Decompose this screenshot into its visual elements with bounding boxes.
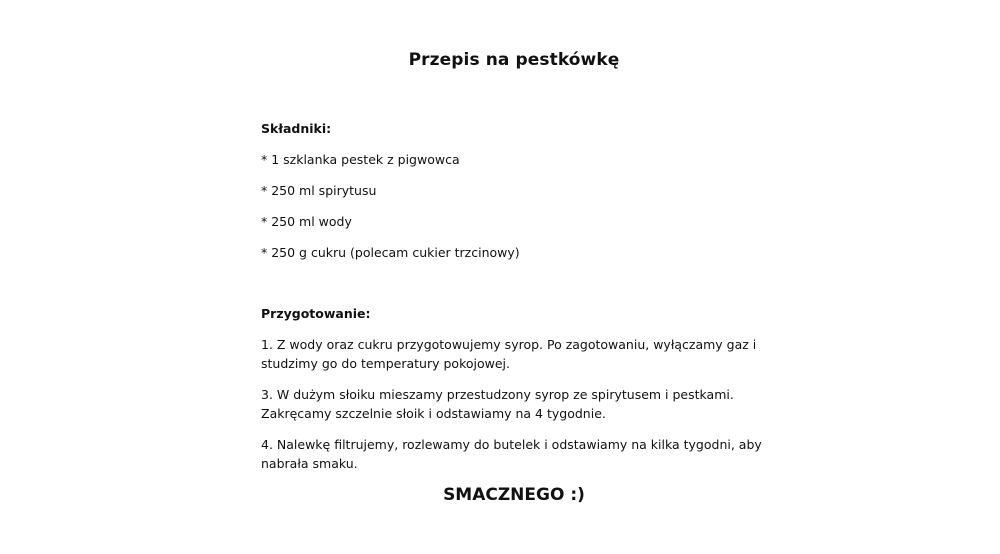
preparation-steps xyxy=(261,335,781,473)
preparation-step: 3. W dużym słoiku mieszamy przestudzony syrop ze spirytusem i pestkami. Zakręcamy szczelnie słoik i odstawiamy na 4 tygodnie. xyxy=(261,387,734,421)
ingredients-heading: Składniki: xyxy=(261,121,332,136)
ingredient-item: * 250 ml wody xyxy=(261,214,352,229)
closing-text: SMACZNEGO :) xyxy=(443,485,585,505)
recipe-body xyxy=(261,119,781,473)
ingredient-item: * 250 ml spirytusu xyxy=(261,183,377,198)
recipe-title: Przepis na pestkówkę xyxy=(408,50,620,70)
ingredients-list xyxy=(261,150,781,262)
ingredient-item: * 250 g cukru (polecam cukier trzcinowy) xyxy=(261,245,520,260)
preparation-step: 1. Z wody oraz cukru przygotowujemy syrop. Po zagotowaniu, wyłączamy gaz i studzimy go do temperatury pokojowej. xyxy=(261,337,757,371)
ingredient-item: * 1 szklanka pestek z pigwowca xyxy=(261,152,460,167)
preparation-heading: Przygotowanie: xyxy=(261,306,371,321)
preparation-step: 4. Nalewkę filtrujemy, rozlewamy do butelek i odstawiamy na kilka tygodni, aby nabrała smaku. xyxy=(261,437,762,471)
